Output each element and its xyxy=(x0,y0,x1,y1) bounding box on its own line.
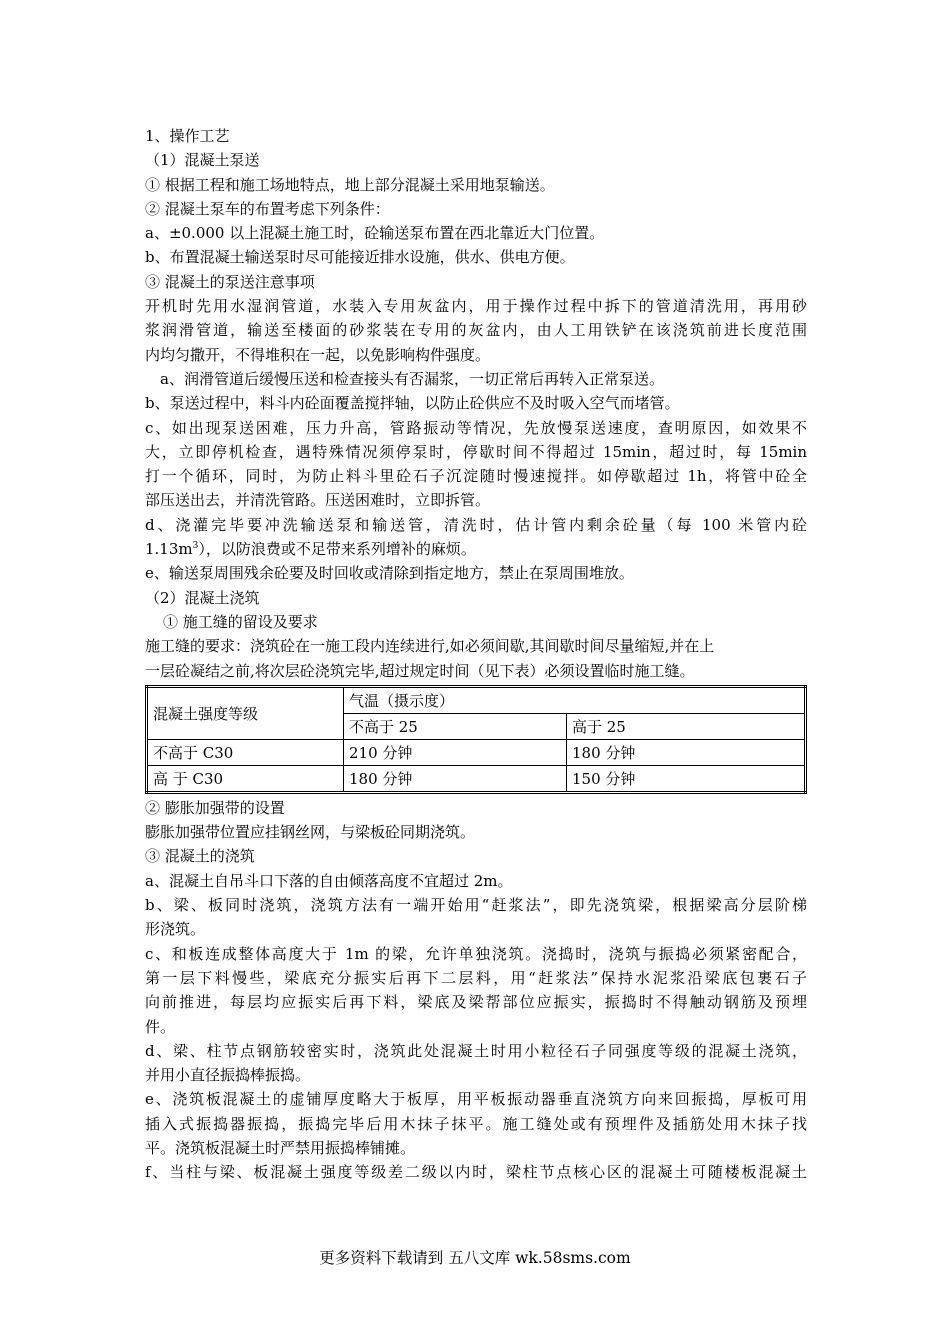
paragraph-line: 1、操作工艺 xyxy=(145,127,230,145)
table-cell: 180 分钟 xyxy=(344,765,567,792)
paragraph-line: b、布置混凝土输送泵时尽可能接近排水设施，供水、供电方便。 xyxy=(145,248,575,267)
paragraph-line: 浆润滑管道，输送至楼面的砂浆装在专用的灰盆内，由人工用铁铲在该浇筑前进长度范围 xyxy=(145,321,807,340)
paragraph-line: b、泵送过程中，料斗内砼面覆盖搅拌轴，以防止砼供应不及时吸入空气而堵管。 xyxy=(145,394,680,413)
paragraph-line: c、如出现泵送困难，压力升高，管路振动等情况，先放慢泵送速度，查明原因，如效果不 xyxy=(145,418,807,437)
paragraph-line: （2）混凝土浇筑 xyxy=(145,588,260,607)
table-cell: 不高于 C30 xyxy=(147,739,344,765)
paragraph-line: 一层砼凝结之前,将次层砼浇筑完毕,超过规定时间（见下表）必须设置临时施工缝。 xyxy=(145,661,695,680)
paragraph-line: ② 膨胀加强带的设置 xyxy=(145,798,285,817)
paragraph-line: a、混凝土自吊斗口下落的自由倾落高度不宜超过 2m。 xyxy=(145,871,513,890)
table-subheader-cell: 不高于 25 xyxy=(344,713,567,739)
paragraph-line: 大，立即停机检查，遇特殊情况须停泵时，停歇时间不得超过 15min，超过时，每 15min xyxy=(145,442,807,461)
paragraph-line: ② 混凝土泵车的布置考虑下列条件： xyxy=(145,199,390,218)
paragraph-line: 向前推进，每层均应振实后再下料，梁底及梁帮部位应振实，振捣时不得触动钢筋及预埋 xyxy=(145,993,807,1012)
paragraph-line: 形浇筑。 xyxy=(145,920,206,939)
table-cell: 210 分钟 xyxy=(344,739,567,765)
paragraph-line: ③ 混凝土的浇筑 xyxy=(145,847,255,866)
paragraph-line: b、梁、板同时浇筑，浇筑方法有一端开始用“赶浆法”，即先浇筑梁，根据梁高分层阶梯 xyxy=(145,896,807,915)
paragraph-line: 开机时先用水湿润管道，水装入专用灰盆内，用于操作过程中拆下的管道清洗用，再用砂 xyxy=(145,297,807,316)
paragraph-line: e、浇筑板混凝土的虚铺厚度略大于板厚，用平板振动器垂直浇筑方向来回振捣，厚板可用 xyxy=(145,1090,807,1109)
table-cell: 180 分钟 xyxy=(567,739,806,765)
table-row xyxy=(147,739,806,765)
paragraph-line: 内均匀撒开，不得堆积在一起，以免影响构件强度。 xyxy=(145,345,491,364)
paragraph-line: （1）混凝土泵送 xyxy=(145,151,260,170)
table-cell: 高 于 C30 xyxy=(147,765,344,792)
paragraph-line: 插入式振捣器振捣，振捣完毕后用木抹子抹平。施工缝处或有预埋件及插筋处用木抹子找 xyxy=(145,1114,807,1133)
paragraph-line: ① 根据工程和施工场地特点，地上部分混凝土采用地泵输送。 xyxy=(145,175,555,194)
table-header-row xyxy=(147,686,806,713)
table-header-strength-grade: 混凝土强度等级 xyxy=(147,686,344,739)
document-body xyxy=(145,124,807,1185)
paragraph-line: 件。 xyxy=(145,1017,176,1036)
paragraph-line: c、和板连成整体高度大于 1m 的梁，允许单独浇筑。浇捣时，浇筑与振捣必须紧密配合， xyxy=(145,944,807,963)
paragraph-line: e、输送泵周围残余砼要及时回收或清除到指定地方，禁止在泵周围堆放。 xyxy=(145,564,634,583)
paragraph-line: d、梁、柱节点钢筋较密实时，浇筑此处混凝土时用小粒径石子同强度等级的混凝土浇筑， xyxy=(145,1041,807,1060)
page-footer: 更多资料下载请到 五八文库 wk.58sms.com xyxy=(319,1249,631,1267)
paragraph-line: 并用小直径振捣棒振捣。 xyxy=(145,1066,311,1085)
paragraph-line: ① 施工缝的留设及要求 xyxy=(163,612,318,631)
paragraph-line: f、当柱与梁、板混凝土强度等级差二级以内时，梁柱节点核心区的混凝土可随楼板混凝土 xyxy=(145,1163,807,1182)
paragraph-line: 打一个循环，同时，为防止料斗里砼石子沉淀随时慢速搅拌。如停歇超过 1h，将管中砼全 xyxy=(145,467,807,486)
table-header-temperature: 气温（摄示度） xyxy=(344,686,806,713)
paragraph-line: 第一层下料慢些，梁底充分振实后再下二层料，用“赶浆法”保持水泥浆沿梁底包裹石子 xyxy=(145,968,807,987)
paragraph-line: $1.13m^3$），以防浪费或不足带来系列增补的麻烦。 xyxy=(145,540,476,559)
paragraph-line: 膨胀加强带位置应挂钢丝网，与梁板砼同期浇筑。 xyxy=(145,823,476,842)
pouring-section xyxy=(145,561,807,682)
paragraph-line: ③ 混凝土的泵送注意事项 xyxy=(145,272,315,291)
paragraph-line: d、浇灌完毕要冲洗输送泵和输送管，清洗时，估计管内剩余砼量（每 100 米管内砼 xyxy=(145,515,807,534)
paragraph-line: 部压送出去，并清洗管路。压送困难时，立即拆管。 xyxy=(145,491,491,510)
pouring-details-section xyxy=(145,796,807,1185)
paragraph-line: 施工缝的要求：浇筑砼在一施工段内连续进行,如必须间歇,其间歇时间尽量缩短,并在上 xyxy=(145,637,715,656)
paragraph-line: a、润滑管道后缓慢压送和检查接头有否漏浆，一切正常后再转入正常泵送。 xyxy=(160,369,664,388)
construction-joint-time-table xyxy=(145,685,807,794)
paragraph-line: a、±0.000 以上混凝土施工时，砼输送泵布置在西北靠近大门位置。 xyxy=(145,224,605,243)
table-row xyxy=(147,765,806,792)
pumping-section xyxy=(145,124,807,537)
table-subheader-cell: 高于 25 xyxy=(567,713,806,739)
paragraph-line: 平。浇筑板混凝土时严禁用振捣棒铺摊。 xyxy=(145,1138,416,1157)
table-cell: 150 分钟 xyxy=(567,765,806,792)
